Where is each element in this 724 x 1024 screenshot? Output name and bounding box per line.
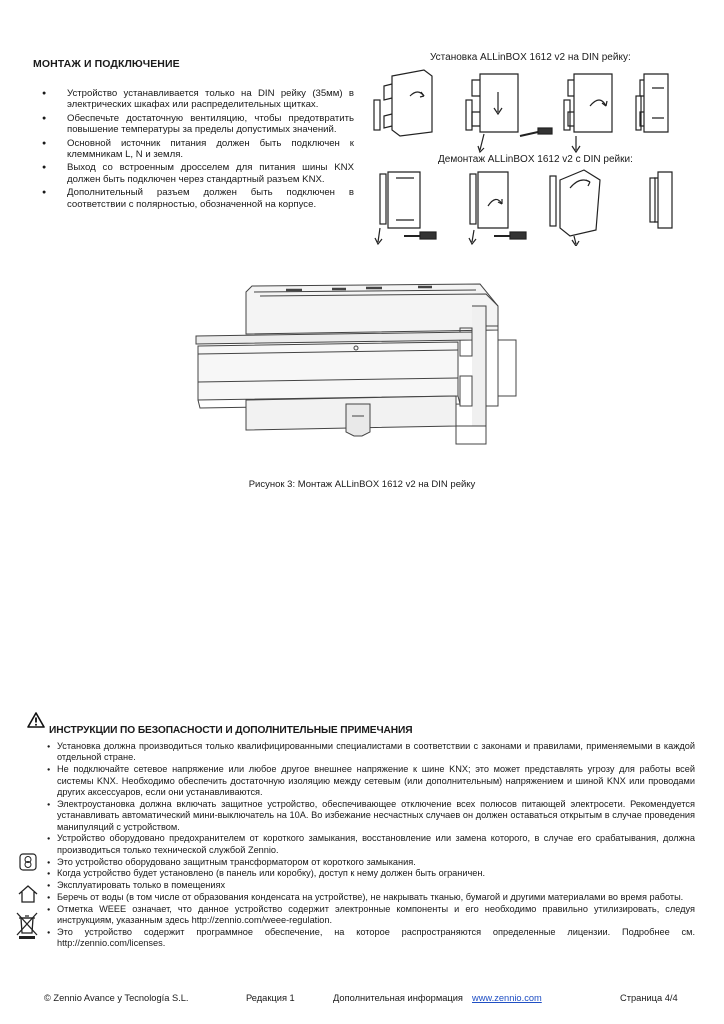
section-title-safety: ИНСТРУКЦИИ ПО БЕЗОПАСНОСТИ И ДОПОЛНИТЕЛЬНЫЕ ПРИМЕЧАНИЯ <box>49 725 413 736</box>
footer-edition: Редакция 1 <box>246 993 295 1003</box>
list-item: ● Устройство устанавливается только на DIN рейку (35мм) в электрических шкафах или распределительных щитках. <box>36 88 354 111</box>
list-item: ● Когда устройство будет установлено (в панель или коробку), доступ к нему должен быть ограничен. <box>47 868 695 879</box>
removal-step-3-illustration <box>550 170 600 246</box>
section-title-mounting: МОНТАЖ И ПОДКЛЮЧЕНИЕ <box>33 58 180 70</box>
list-item: ● Это устройство содержит программное обеспечение, на которое распространяются определенные лицензии. Подробнее см. http://zennio.com/licenses. <box>47 927 695 950</box>
safety-transformer-icon <box>19 853 37 871</box>
indoor-use-house-icon <box>17 884 39 904</box>
list-item: ● Эксплуатировать только в помещениях <box>47 880 695 891</box>
mounting-bullet-list <box>36 88 354 212</box>
footer-page-number: Страница 4/4 <box>620 993 678 1003</box>
warning-triangle-icon <box>27 712 45 728</box>
list-item: ● Установка должна производиться только квалифицированными специалистами в соответствии с законами и правилами, применяемыми в каждой отдельной стране. <box>47 741 695 764</box>
removal-step-1-illustration <box>375 172 436 244</box>
removal-steps-diagram <box>374 166 674 246</box>
install-step-3-illustration <box>564 74 612 152</box>
removal-diagram-title: Демонтаж ALLinBOX 1612 v2 с DIN рейки: <box>438 154 633 165</box>
list-item: ● Обеспечьте достаточную вентиляцию, чтобы предотвратить повышение температуры за пределы допустимых значений. <box>36 113 354 136</box>
install-steps-diagram <box>370 66 670 154</box>
safety-bullet-list <box>47 741 695 950</box>
list-item: ● Устройство оборудовано предохранителем от короткого замыкания, восстановление или замена которого, в случае его срабатывания, должна производиться только технической службой Zennio. <box>47 833 695 856</box>
list-item: ● Электроустановка должна включать защитное устройство, обеспечивающее отключение всех полюсов питающей электросети. Рекомендуется устанавливать автоматический мини-выключатель на 10А. Во избежание несчастных случаев он должен оставаться открытым в случае проведения манипуляций с устройством. <box>47 799 695 833</box>
weee-crossed-bin-icon <box>15 911 39 941</box>
install-step-2-illustration <box>466 74 552 152</box>
removal-step-4-illustration <box>650 172 672 228</box>
list-item: ● Основной источник питания должен быть подключен к клеммникам L, N и земля. <box>36 138 354 161</box>
list-item: ● Не подключайте сетевое напряжение или любое другое внешнее напряжение к шине KNX; это может представлять угрозу для работы всей системы KNX. Необходимо обеспечить достаточную изоляцию между сетевым (или дополнительным) напряжением и шиной KNX или проводами других аксессуаров, если они устанавливаются. <box>47 764 695 798</box>
list-item: ● Это устройство оборудовано защитным трансформатором от короткого замыкания. <box>47 857 695 868</box>
removal-step-2-illustration <box>469 172 526 244</box>
list-item: ● Отметка WEEE означает, что данное устройство содержит электронные компоненты и его необходимо правильно утилизировать, следуя инструкциям, указанным здесь http://zennio.com/weee-regulation. <box>47 904 695 927</box>
footer-more-info-label: Дополнительная информация <box>333 993 463 1003</box>
footer-company: © Zennio Avance y Tecnología S.L. <box>44 993 189 1003</box>
list-item: ● Дополнительный разъем должен быть подключен в соответствии с полярностью, обозначенной на корпусе. <box>36 187 354 210</box>
list-item: ● Беречь от воды (в том числе от образования конденсата на устройстве), не накрывать тканью, бумагой и другими материалами во время работы. <box>47 892 695 903</box>
install-step-1-illustration <box>374 70 432 136</box>
device-on-din-rail-illustration <box>186 276 538 454</box>
install-step-4-illustration <box>636 74 668 132</box>
list-item: ● Выход со встроенным дросселем для питания шины KNX должен быть подключен через стандартный разъем KNX. <box>36 162 354 185</box>
install-diagram-title: Установка ALLinBOX 1612 v2 на DIN рейку: <box>430 52 631 63</box>
footer-website-link[interactable]: www.zennio.com <box>472 993 542 1003</box>
figure-caption: Рисунок 3: Монтаж ALLinBOX 1612 v2 на DIN рейку <box>248 479 476 490</box>
